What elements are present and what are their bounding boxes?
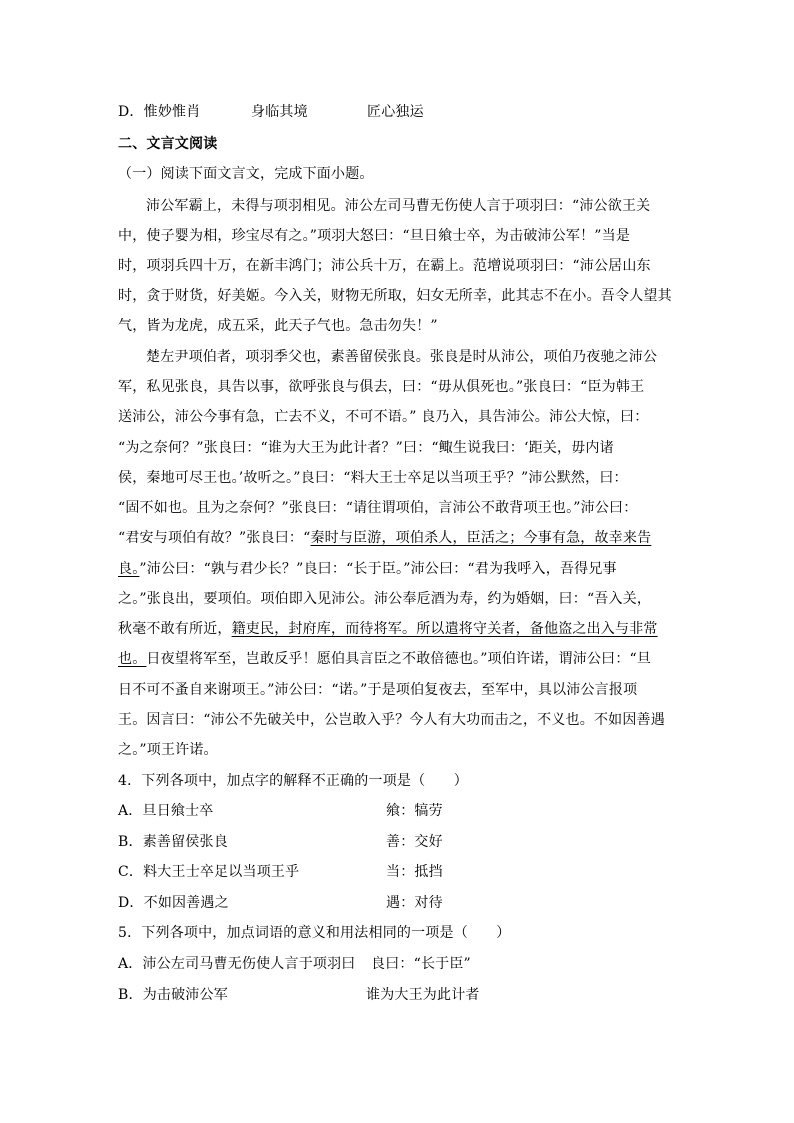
option-gloss: 飨：犒劳 <box>386 803 443 819</box>
option-gloss: 遇：对待 <box>386 895 443 911</box>
option-text: C．料大王士卒足以当项王乎 <box>118 864 300 880</box>
underlined-sentence: 秦时与臣游，项伯杀人，臣活之；今事有急，故幸来告 <box>310 530 652 546</box>
passage-line: 时，项羽兵四十万，在新丰鸿门；沛公兵十万，在霸上。范增说项羽曰：“沛公居山东 <box>118 258 651 274</box>
underlined-sentence: 也。 <box>118 651 147 667</box>
question-4-option-d <box>118 893 678 913</box>
passage-text: ”沛公曰：“孰与君少长？”良曰：“长于臣。”沛公曰：“君为我呼入，吾得兄事 <box>139 561 617 577</box>
option-text: B．为击破沛公军 <box>118 987 228 1003</box>
underlined-sentence: 籍吏民，封府库，而待将军。所以遣将守关者，备他盗之出入与非常 <box>231 621 658 637</box>
option-text: A．旦日飨士卒 <box>118 803 214 819</box>
question-5-option-a <box>118 954 678 974</box>
passage-line: 日不可不蚤自来谢项王。”沛公曰：“诺。”于是项伯复夜去，至军中，具以沛公言报项 <box>118 682 638 698</box>
passage-line: 时，贪于财货，好美姬。今入关，财物无所取，妇女无所幸，此其志不在小。吾令人望其 <box>118 288 672 304</box>
passage-line: 送沛公，沛公今事有急，亡去不义，不可不语。” 良乃入，具告沛公。沛公大惊，曰： <box>118 409 649 425</box>
question-5-stem: 5．下列各项中，加点词语的意义和用法相同的一项是（ ） <box>118 925 511 941</box>
question-4-option-c <box>118 862 678 882</box>
option-compare: 谁为大王为此计者 <box>366 987 480 1003</box>
passage-line: 侯，秦地可尽王也。’故听之。”良曰：“料大王士卒足以当项王乎？”沛公默然，曰： <box>118 470 628 486</box>
question-4-option-b <box>118 832 678 852</box>
instruction: （一）阅读下面文言文，完成下面小题。 <box>118 166 374 182</box>
passage-line: “固不如也。且为之奈何？”张良曰：“请往谓项伯，言沛公不敢背项王也。”沛公曰： <box>118 500 638 516</box>
passage-line: 王。因言曰：“沛公不先破关中，公岂敢入乎？今人有大功而击之，不义也。不如因善遇 <box>118 712 665 728</box>
question-4-option-a <box>118 801 678 821</box>
passage-line: 之。”项王许诺。 <box>118 742 218 758</box>
passage-line <box>118 528 678 548</box>
question-4-stem: 4．下列各项中，加点字的解释不正确的一项是（ ） <box>118 773 468 789</box>
underlined-sentence: 良。 <box>118 561 140 577</box>
passage-line: 沛公军霸上，未得与项羽相见。沛公左司马曹无伤使人言于项羽曰：“沛公欲王关 <box>146 198 651 214</box>
passage-text: 日夜望将军至，岂敢反乎！愿伯具言臣之不敢倍德也。”项伯许诺，谓沛公曰：“旦 <box>146 651 652 667</box>
passage-line <box>118 649 678 669</box>
passage-line: 之。”张良出，要项伯。项伯即入见沛公。沛公奉卮酒为寿，约为婚姻，曰：“吾入关， <box>118 591 652 607</box>
passage-line: “为之奈何？”张良曰：“谁为大王为此计者？”曰：“鲰生说我曰：‘距关，毋内诸 <box>118 440 614 456</box>
option-gloss: 当：抵挡 <box>386 864 443 880</box>
passage-text: “君安与项伯有故？”张良曰：“ <box>118 530 311 546</box>
passage-line <box>118 619 678 639</box>
option-text: B．素善留侯张良 <box>118 834 228 850</box>
option-d-label: D．惟妙惟肖 <box>118 104 201 120</box>
option-d-word3: 匠心独运 <box>367 104 424 120</box>
passage-text: 秋毫不敢有所近， <box>118 621 232 637</box>
section-heading: 二、文言文阅读 <box>118 136 218 152</box>
option-compare: 良曰：“长于臣” <box>371 956 471 972</box>
passage-line: 楚左尹项伯者，项羽季父也，素善留侯张良。张良是时从沛公，项伯乃夜驰之沛公 <box>146 349 658 365</box>
option-d-word2: 身临其境 <box>251 104 308 120</box>
option-d-row <box>118 102 678 122</box>
passage-line <box>118 559 678 579</box>
passage-line: 气，皆为龙虎，成五采，此天子气也。急击勿失！” <box>118 318 438 334</box>
option-text: A．沛公左司马曹无伤使人言于项羽曰 <box>118 956 356 972</box>
passage-line: 中，使子婴为相，珍宝尽有之。”项羽大怒曰：“旦日飨士卒，为击破沛公军！”当是 <box>118 228 631 244</box>
option-gloss: 善：交好 <box>386 834 443 850</box>
question-5-option-b <box>118 985 678 1005</box>
passage-line: 军，私见张良，具告以事，欲呼张良与俱去，曰：“毋从俱死也。”张良曰：“臣为韩王 <box>118 379 645 395</box>
option-text: D．不如因善遇之 <box>118 895 229 911</box>
